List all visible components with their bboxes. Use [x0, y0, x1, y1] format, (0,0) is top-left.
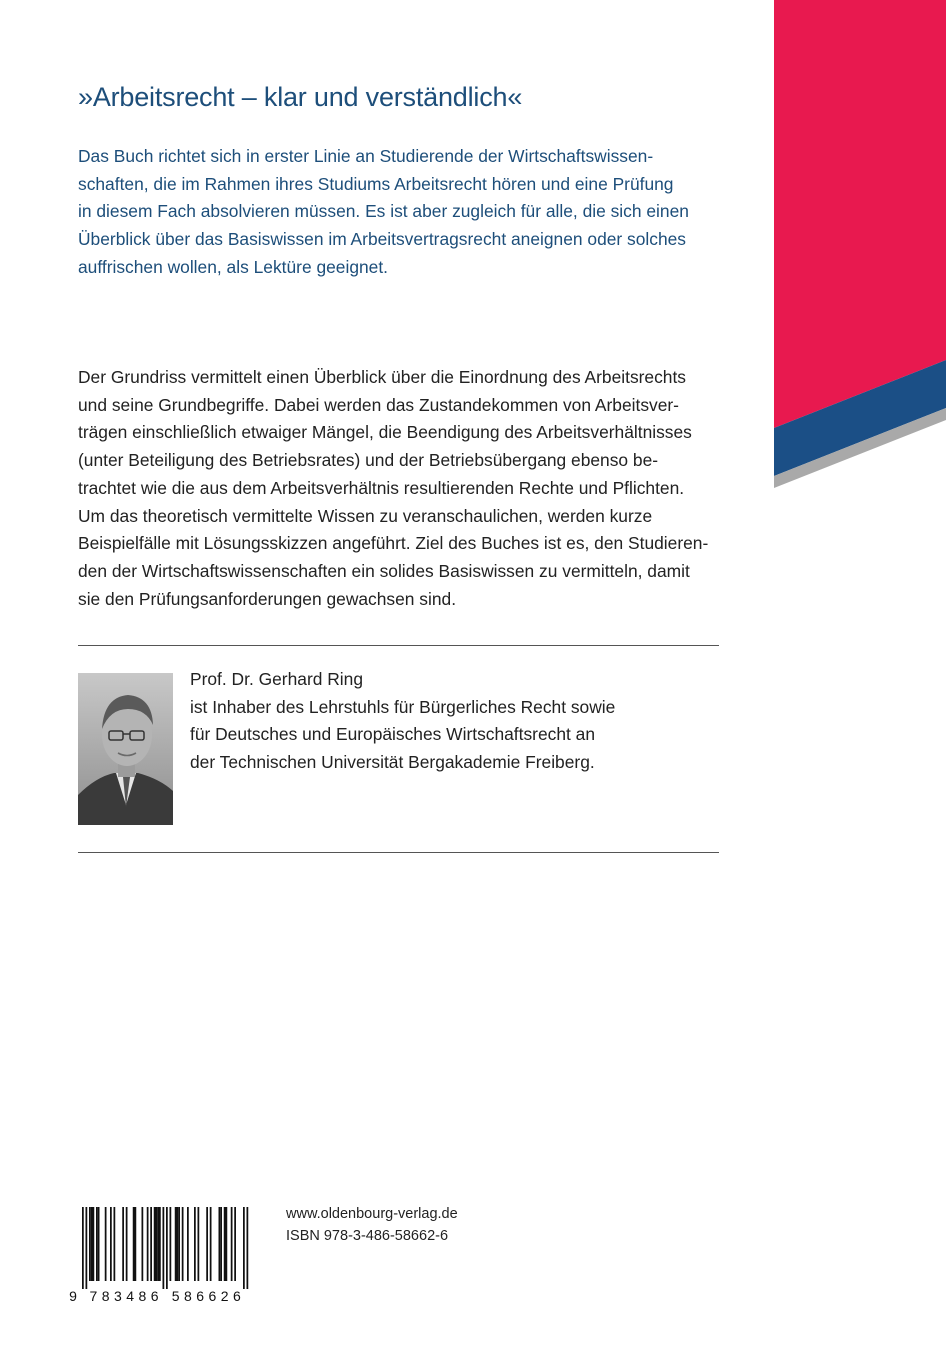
barcode-bar — [177, 1207, 179, 1281]
barcode-bar — [110, 1207, 112, 1281]
barcode-bar — [157, 1207, 159, 1281]
barcode-digits — [69, 1288, 241, 1304]
barcode-digit: 8 — [101, 1288, 110, 1304]
barcode-bar — [198, 1207, 200, 1281]
barcode-bar — [150, 1207, 152, 1281]
barcode-digit: 6 — [150, 1288, 159, 1304]
barcode-bar — [156, 1207, 158, 1281]
barcode-bar — [126, 1207, 128, 1281]
barcode-bar — [159, 1207, 161, 1281]
barcode-digit: 9 — [69, 1288, 77, 1304]
isbn-barcode — [70, 1205, 250, 1305]
barcode-bar — [142, 1207, 144, 1281]
barcode-bar — [175, 1207, 177, 1281]
barcode-bar — [98, 1207, 100, 1281]
barcode-bar — [178, 1207, 180, 1281]
barcode-bar — [231, 1207, 233, 1281]
barcode-digit: 5 — [171, 1288, 180, 1304]
barcode-bar — [243, 1207, 245, 1289]
barcode-bar — [154, 1207, 156, 1281]
barcode-bar — [219, 1207, 221, 1281]
author-name: Prof. Dr. Gerhard Ring — [190, 669, 364, 689]
barcode-bar — [194, 1207, 196, 1281]
barcode-bar — [206, 1207, 208, 1281]
corner-stripes-decoration — [774, 0, 946, 490]
publisher-info — [286, 1203, 458, 1247]
author-photo — [78, 673, 173, 825]
cover-heading: »Arbeitsrecht – klar und verständlich« — [78, 82, 523, 112]
top-divider — [78, 645, 719, 646]
barcode-bar — [135, 1207, 137, 1281]
barcode-bar — [170, 1207, 172, 1281]
author-bio: ist Inhaber des Lehrstuhls für Bürgerliches Recht sowie für Deutsches und Europäisches Wirtschaftsrecht an der Technischen Universität Bergakademie Freiberg. — [190, 696, 616, 773]
barcode-bar — [234, 1207, 236, 1281]
barcode-digit: 8 — [138, 1288, 147, 1304]
bottom-divider — [78, 852, 719, 853]
barcode-bar — [122, 1207, 124, 1281]
barcode-bar — [93, 1207, 95, 1281]
publisher-url[interactable]: www.oldenbourg-verlag.de — [286, 1206, 458, 1222]
barcode-bar — [147, 1207, 149, 1281]
barcode-bar — [89, 1207, 91, 1281]
isbn-text: ISBN 978-3-486-58662-6 — [286, 1228, 449, 1244]
barcode-bar — [224, 1207, 226, 1281]
barcode-digit: 6 — [208, 1288, 217, 1304]
barcode-digit: 3 — [113, 1288, 122, 1304]
barcode-bar — [163, 1207, 165, 1289]
barcode-bar — [187, 1207, 189, 1281]
barcode-bar — [114, 1207, 116, 1281]
red-stripe — [774, 0, 946, 428]
barcode-digit: 2 — [220, 1288, 229, 1304]
barcode-bar — [105, 1207, 107, 1281]
barcode-digit: 7 — [89, 1288, 98, 1304]
barcode-digit: 4 — [126, 1288, 135, 1304]
description-paragraph: Der Grundriss vermittelt einen Überblick über die Einordnung des Arbeitsrechts und seine Grundbegriffe. Dabei werden das Zustandekommen von Arbeitsver- trägen einschließlich etwaiger Mängel, die Beendigung des Arbeitsverhältnisses (unter Beteiligung des Betriebsrates) und der Betriebsübergang ebenso be- trachtet wie die aus dem Arbeitsverhältnis resultierenden Rechte und Pflichten. Um das theoretisch vermittelte Wissen zu veranschaulichen, werden kurze Beispielfälle mit Lösungsskizzen angeführt. Ziel des Buches ist es, den Studieren- den der Wirtschaftswissenschaften ein solides Basiswissen zu vermitteln, damit sie den Prüfungsanforderungen gewachsen sind. — [78, 367, 709, 609]
barcode-bar — [247, 1207, 249, 1289]
barcode-bar — [133, 1207, 135, 1281]
blurb-paragraph: Das Buch richtet sich in erster Linie an Studierende der Wirtschaftswissen- schaften, die im Rahmen ihres Studiums Arbeitsrecht hören und eine Prüfung in diesem Fach absolvieren müssen. Es ist aber zugleich für alle, die sich einen Überblick über das Basiswissen im Arbeitsvertragsrecht aneignen oder solches auffrischen wollen, als Lektüre geeignet. — [78, 146, 689, 277]
barcode-bar — [226, 1207, 228, 1281]
barcode-digit: 8 — [183, 1288, 192, 1304]
barcode-bar — [82, 1207, 84, 1289]
barcode-digit: 6 — [232, 1288, 241, 1304]
barcode-bar — [220, 1207, 222, 1281]
barcode-bar — [91, 1207, 93, 1281]
barcode-bar — [86, 1207, 88, 1289]
barcode-bar — [96, 1207, 98, 1281]
barcode-bar — [182, 1207, 184, 1281]
barcode-bar — [210, 1207, 212, 1281]
barcode-digit: 6 — [196, 1288, 205, 1304]
author-block — [190, 666, 710, 777]
barcode-bar — [166, 1207, 168, 1289]
